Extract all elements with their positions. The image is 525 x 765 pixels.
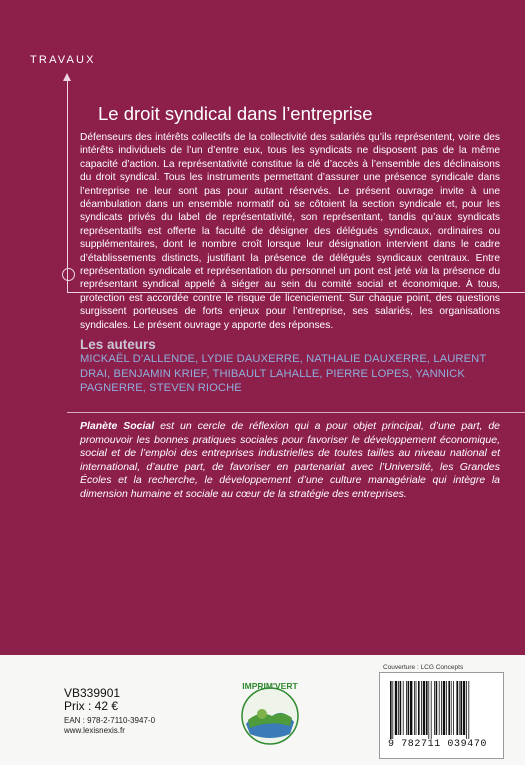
barcode-bars: [380, 673, 503, 739]
barcode-bar: [423, 681, 425, 735]
barcode-bar: [390, 681, 392, 739]
summary-text-part: Défenseurs des intérêts collectifs de la collectivité des salariés qu’ils représentent, voire des intérêts individuels de l’un d’entre eux, tous les syndicats ne disposent pas de la même capacité d’action. La représentativité constitue la clé d’accès à l’ensemble des déclinaisons du droit syndical. Tous les instruments permettant d’assurer une présence syndicale dans l’entreprise ne leur sont pas pour autant réservés. Le présent ouvrage invite à une déambulation dans un ensemble normatif où se côtoient la section syndicale et, pour les syndicats privés du label de représentativité, son représentant, tandis qu’aux syndicats représentatifs est offerte la faculté de désigner des délégués syndicaux, ordinaires ou supplémentaires, dont le nombre croît lorsque leur désignation intervient dans le cadre d’établissements distincts, justifiant la présence de délégués syndicaux centraux. Entre représentation syndicale et représentation du personnel un pont est jeté: [80, 132, 500, 278]
barcode-bar: [398, 681, 399, 735]
barcode-bar: [400, 681, 402, 735]
planete-social-name: Planète Social: [80, 420, 155, 432]
barcode-bar: [414, 681, 415, 735]
decorative-circle-icon: [62, 268, 75, 281]
barcode-bar: [428, 681, 429, 739]
barcode-bar: [441, 681, 442, 735]
authors-list: MICKAËL D’ALLENDE, LYDIE DAUXERRE, NATHALIE DAUXERRE, LAURENT DRAI, BENJAMIN KRIEF, THIBAULT LAHALLE, PIERRE LOPES, YANNICK PAGNERRE, STEVEN RIOCHE: [80, 353, 487, 394]
barcode-bar: [431, 681, 432, 739]
barcode-bar: [410, 681, 412, 735]
decorative-arrow-line: [67, 75, 68, 293]
book-summary: [80, 131, 500, 332]
cover-credit: Couverture : LCG Concepts: [383, 664, 464, 671]
barcode-bar: [416, 681, 417, 735]
barcode-bar: [434, 681, 435, 735]
barcode-number: 9 782711 039470: [388, 739, 488, 750]
barcode-bar: [453, 681, 454, 735]
barcode-bar: [468, 681, 469, 739]
barcode-bar: [448, 681, 450, 735]
barcode-bar: [403, 681, 404, 735]
barcode: [379, 672, 504, 759]
price-label: Prix : 42 €: [64, 699, 119, 713]
barcode-bar: [395, 681, 397, 735]
barcode-bar: [426, 681, 428, 735]
barcode-bar: [436, 681, 438, 735]
barcode-bar: [451, 681, 452, 735]
section-divider: [67, 412, 525, 413]
product-reference: VB339901: [64, 686, 121, 700]
ean-code: EAN : 978-2-7110-3947-0: [64, 716, 156, 725]
barcode-bar: [421, 681, 422, 735]
barcode-bar: [456, 681, 458, 735]
barcode-bar: [463, 681, 465, 735]
planete-social-description: [80, 420, 500, 501]
barcode-bar: [466, 681, 467, 739]
barcode-bar: [446, 681, 447, 735]
barcode-bar: [443, 681, 445, 735]
logo-text: IMPRIM'VERT: [242, 681, 298, 691]
barcode-bar: [406, 681, 407, 735]
series-label: TRAVAUX: [30, 54, 96, 66]
barcode-bar: [459, 681, 460, 735]
summary-text-part: la présence du représentant syndical appelé à siéger au sein du comité social et économique. À tous, protection est accordée contre le risque de licenciement. Sur chaque point, des questions surgissent porteuses de forts enjeux pour l’entreprise, ses salariés, les organisations syndicales. Le présent ouvrage y apporte des réponses.: [80, 266, 500, 331]
imprim-vert-logo: [232, 680, 308, 746]
authors-heading: Les auteurs: [80, 337, 156, 352]
book-title: Le droit syndical dans l’entreprise: [98, 103, 373, 124]
barcode-bar: [460, 681, 462, 735]
barcode-bar: [408, 681, 410, 735]
planete-social-text: est un cercle de réflexion qui a pour objet principal, d’une part, de promouvoir les bonnes pratiques sociales pour favoriser le développement économique, social et de l’emploi des entreprises industrielles de toutes tailles au niveau national et international, d’autre part, de favoriser en partenariat avec l’Université, les Grandes Écoles et la recherche, le développement d’une culture managériale qui intègre la dimension humaine et sociale au cœur de la stratégie des entreprises.: [80, 420, 500, 500]
barcode-bar: [392, 681, 393, 739]
barcode-bar: [418, 681, 420, 735]
summary-via-word: via: [414, 266, 428, 278]
publisher-website: www.lexisnexis.fr: [64, 726, 125, 735]
barcode-bar: [439, 681, 440, 735]
